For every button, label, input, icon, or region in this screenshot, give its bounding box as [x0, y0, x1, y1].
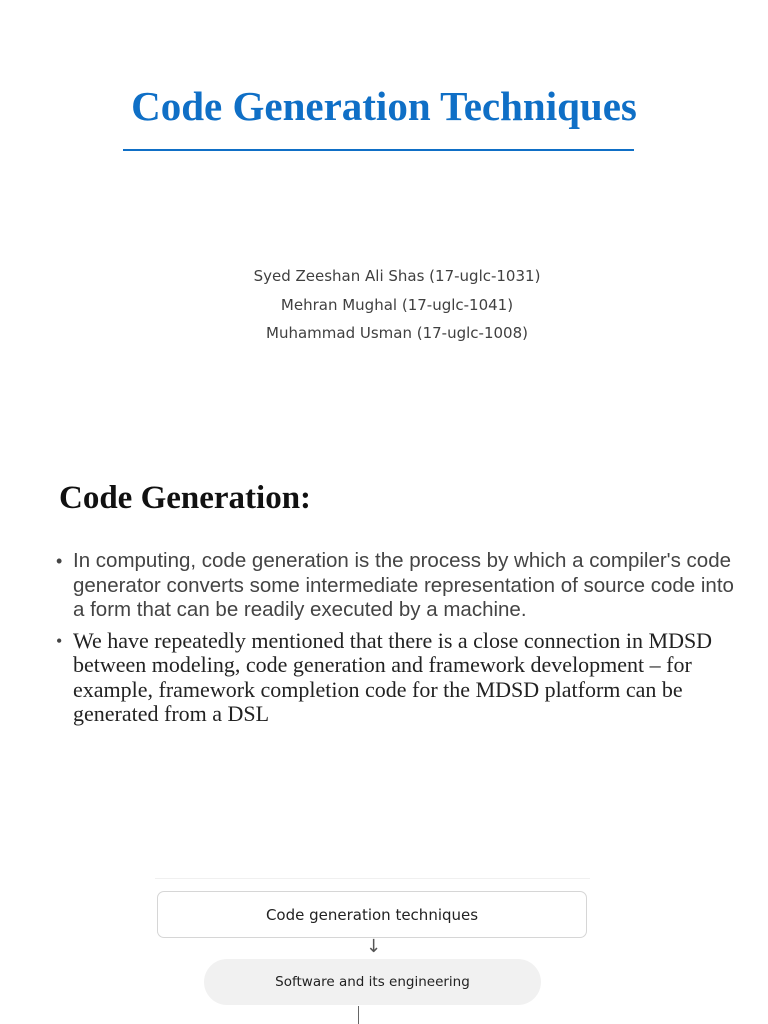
bullet-dot-icon: • — [56, 630, 63, 651]
bullet-dot-icon: • — [56, 551, 63, 571]
bullet-item — [56, 629, 746, 727]
arrow-down-icon: ↓ — [366, 936, 382, 957]
diagram-connector — [358, 1006, 359, 1024]
section-heading: Code Generation: — [59, 480, 312, 516]
diagram-divider — [155, 878, 590, 879]
bullet-text: In computing, code generation is the process by which a compiler's code generator converts some intermediate representation of source code into a form that can be readily executed by a machine. — [73, 549, 734, 621]
bullet-list — [56, 549, 746, 727]
author-line: Muhammad Usman (17-uglc-1008) — [266, 324, 528, 342]
diagram-node-root — [157, 891, 587, 938]
author-line: Mehran Mughal (17-uglc-1041) — [280, 295, 514, 314]
bullet-item — [56, 549, 746, 623]
title-underline — [123, 149, 634, 151]
diagram-node-label: Code generation techniques — [265, 905, 479, 924]
diagram-node-label: Software and its engineering — [275, 974, 470, 990]
slide-title: Code Generation Techniques — [131, 83, 637, 129]
bullet-text: We have repeatedly mentioned that there is a close connection in MDSD between modeling, code generation and framework development – for example, framework completion code for the MDSD platform can be generated from a DSL — [73, 627, 713, 726]
author-line: Syed Zeeshan Ali Shas (17-uglc-1031) — [253, 267, 541, 285]
author-list — [0, 262, 768, 348]
diagram-node-child — [204, 959, 541, 1005]
